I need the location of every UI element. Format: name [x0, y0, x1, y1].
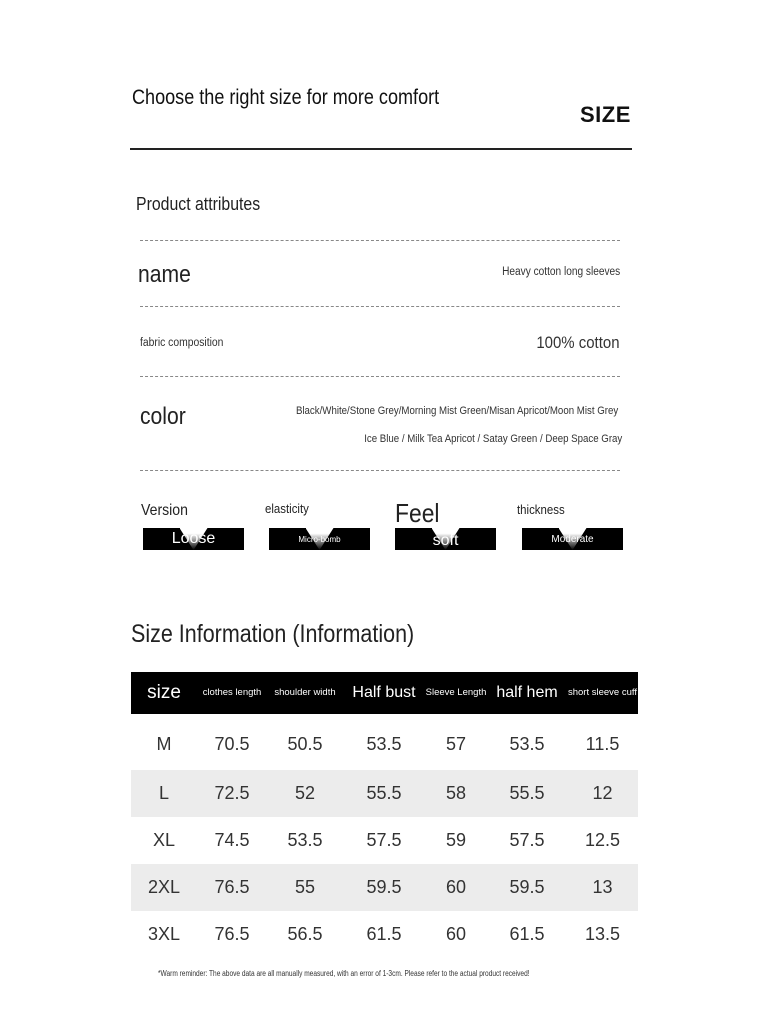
table-cell: 72.5 — [197, 770, 267, 817]
thickness-value: Moderate — [551, 534, 594, 545]
thickness-label: thickness — [517, 502, 565, 517]
version-label: Version — [141, 502, 188, 519]
table-cell: 61.5 — [509, 924, 545, 944]
table-cell: 57.5 — [366, 830, 402, 850]
table-cell: 76.5 — [197, 864, 267, 911]
column-header: Half bust — [343, 672, 425, 714]
table-cell: 13.5 — [584, 924, 621, 944]
elasticity-label: elasticity — [265, 501, 309, 516]
table-row — [131, 911, 638, 958]
color-label: color — [140, 403, 186, 430]
elasticity-indicator — [269, 528, 370, 550]
column-header: Sleeve Length — [425, 672, 487, 714]
attr-divider — [140, 240, 620, 241]
column-header: shoulder width — [267, 672, 343, 714]
column-header: short sleeve cuff — [567, 672, 638, 714]
table-row — [131, 714, 638, 770]
attr-divider — [140, 306, 620, 307]
thickness-indicator — [522, 528, 623, 550]
table-cell: 12 — [567, 770, 638, 817]
table-cell: 60 — [425, 864, 487, 911]
feel-indicator — [395, 528, 496, 550]
table-cell: 55.5 — [487, 770, 567, 817]
table-row — [131, 817, 638, 864]
table-row — [131, 864, 638, 911]
version-indicator — [143, 528, 244, 550]
column-header: half hem — [487, 672, 567, 714]
attributes-title: Product attributes — [136, 194, 261, 214]
header-divider — [130, 148, 632, 150]
warm-reminder-note: *Warm reminder: The above data are all manually measured, with an error of 1-3cm. Please refer to the actual product received! — [158, 969, 530, 978]
table-cell: 74.5 — [214, 830, 250, 850]
table-cell: 76.5 — [214, 924, 250, 944]
table-cell: 59.5 — [343, 864, 425, 911]
column-header: size — [131, 672, 197, 714]
attr-divider — [140, 470, 620, 471]
size-cell: M — [156, 733, 172, 754]
table-cell: 12.5 — [584, 830, 621, 850]
name-value: Heavy cotton long sleeves — [501, 266, 620, 278]
attr-divider — [140, 376, 620, 377]
table-cell: 61.5 — [366, 924, 402, 944]
size-cell: L — [131, 770, 197, 817]
table-cell: 70.5 — [214, 733, 250, 754]
color-values-line-1: Black/White/Stone Grey/Morning Mist Green/Misan Apricot/Moon Mist Grey — [295, 405, 618, 417]
table-row — [131, 770, 638, 817]
size-tag: SIZE — [580, 102, 631, 127]
table-cell: 59.5 — [487, 864, 567, 911]
column-header: clothes length — [197, 672, 267, 714]
size-cell: XL — [152, 830, 176, 850]
size-cell: 3XL — [147, 924, 181, 944]
table-cell: 55.5 — [343, 770, 425, 817]
feel-label: Feel — [395, 498, 440, 528]
table-cell: 56.5 — [287, 924, 323, 944]
version-value: Loose — [171, 530, 216, 547]
table-cell: 53.5 — [366, 733, 402, 754]
fabric-label: fabric composition — [140, 337, 224, 349]
size-table — [131, 672, 638, 958]
table-cell: 13 — [567, 864, 638, 911]
fabric-value: 100% cotton — [536, 333, 620, 352]
color-values-line-2: Ice Blue / Milk Tea Apricot / Satay Green / Deep Space Gray — [363, 433, 622, 445]
table-cell: 11.5 — [585, 733, 620, 754]
page-headline: Choose the right size for more comfort — [132, 86, 440, 109]
table-cell: 57 — [445, 733, 467, 754]
table-cell: 58 — [425, 770, 487, 817]
table-cell: 50.5 — [287, 733, 323, 754]
size-cell: 2XL — [131, 864, 197, 911]
elasticity-value: Micro-bomb — [298, 535, 341, 544]
table-cell: 59 — [445, 830, 467, 850]
table-cell: 52 — [267, 770, 343, 817]
table-cell: 55 — [267, 864, 343, 911]
size-info-title: Size Information (Information) — [131, 620, 415, 648]
table-cell: 53.5 — [509, 733, 545, 754]
feel-value: soft — [432, 532, 459, 549]
table-cell: 60 — [445, 924, 467, 944]
size-table-header — [131, 672, 638, 714]
name-label: name — [138, 261, 191, 288]
table-cell: 57.5 — [509, 830, 545, 850]
table-cell: 53.5 — [287, 830, 323, 850]
